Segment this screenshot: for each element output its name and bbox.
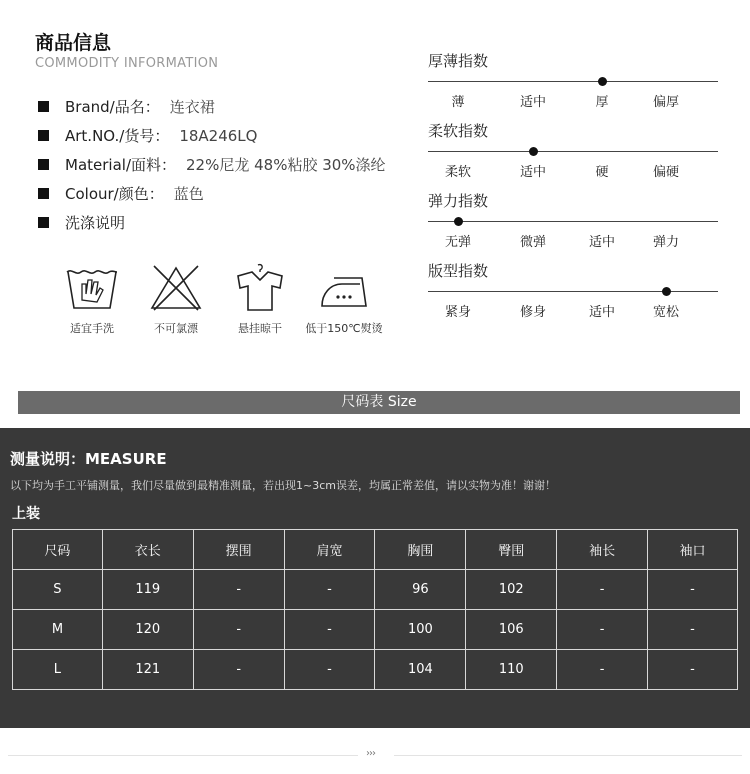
no-bleach-icon — [148, 262, 204, 312]
care-item: 低于150℃熨烫 — [302, 262, 386, 336]
table-header-row: 尺码 衣长 摆围 肩宽 胸围 臀围 袖长 袖口 — [13, 530, 738, 570]
bullet-square-icon — [38, 130, 49, 141]
table-row: L 121 - - 104 110 - - — [13, 650, 738, 690]
prop-material: Material/面料： 22%尼龙 48%粘胶 30%涤纶 — [38, 150, 386, 179]
page-title: 商品信息 — [35, 32, 112, 54]
arrows-icon: ››› — [366, 748, 375, 759]
softness-index: 柔软指数 柔软 适中 硬 偏硬 — [428, 120, 718, 190]
care-item: 适宜手洗 — [50, 262, 134, 336]
measurement-section — [0, 428, 750, 728]
index-marker — [454, 217, 463, 226]
care-item: 不可氯漂 — [134, 262, 218, 336]
care-item: 悬挂晾干 — [218, 262, 302, 336]
measure-title: 测量说明：MEASURE — [10, 450, 167, 468]
size-chart-header: 尺码表 Size — [18, 391, 740, 414]
thickness-index: 厚薄指数 薄 适中 厚 偏厚 — [428, 50, 718, 120]
prop-brand: Brand/品名： 连衣裙 — [38, 92, 386, 121]
footer-divider — [0, 748, 750, 762]
index-marker — [529, 147, 538, 156]
size-table — [12, 529, 738, 690]
page-subtitle: COMMODITY INFORMATION — [35, 56, 219, 71]
bullet-square-icon — [38, 217, 49, 228]
table-row: M 120 - - 100 106 - - — [13, 610, 738, 650]
hang-dry-icon — [232, 262, 288, 312]
index-marker — [598, 77, 607, 86]
prop-art-no: Art.NO./货号： 18A246LQ — [38, 121, 386, 150]
prop-colour: Colour/颜色： 蓝色 — [38, 179, 386, 208]
fit-index: 版型指数 紧身 修身 适中 宽松 — [428, 260, 718, 330]
care-instructions — [50, 262, 386, 336]
fabric-indices — [428, 50, 718, 330]
product-properties — [38, 92, 386, 237]
iron-icon — [316, 262, 372, 312]
hand-wash-icon — [64, 262, 120, 312]
measure-description: 以下均为手工平铺测量，我们尽量做到最精准测量，若出现1~3cm误差，均属正常差值，请以实物为准！谢谢！ — [10, 479, 556, 492]
table-row: S 119 - - 96 102 - - — [13, 570, 738, 610]
elasticity-index: 弹力指数 无弹 微弹 适中 弹力 — [428, 190, 718, 260]
bullet-square-icon — [38, 101, 49, 112]
prop-washing: 洗涤说明 — [38, 208, 386, 237]
measure-section-label: 上装 — [12, 506, 40, 522]
bullet-square-icon — [38, 159, 49, 170]
index-marker — [662, 287, 671, 296]
bullet-square-icon — [38, 188, 49, 199]
